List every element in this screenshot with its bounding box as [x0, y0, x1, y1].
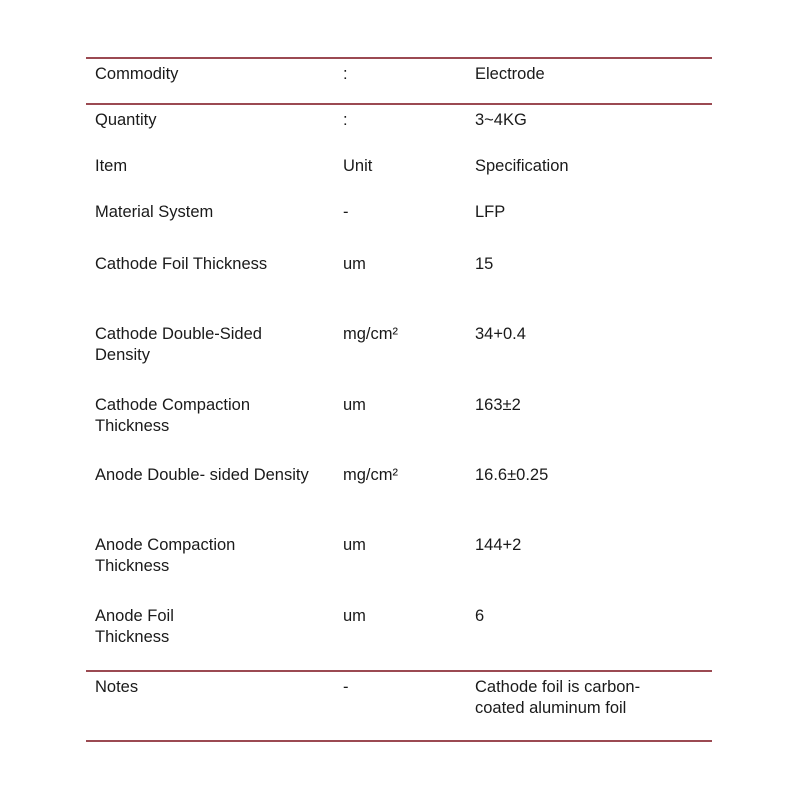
notes-rule [86, 670, 712, 672]
header-rule [86, 103, 712, 105]
row-spec: 163±2 [475, 396, 521, 414]
commodity-value: Electrode [475, 65, 545, 83]
column-header-unit: Unit [343, 157, 373, 175]
row-item: Cathode Foil Thickness [95, 255, 268, 273]
row-item: Anode Foil [95, 607, 174, 625]
quantity-label: Quantity [95, 111, 157, 129]
row-spec: LFP [475, 203, 506, 221]
row-unit: um [343, 607, 366, 625]
row-item: Anode Compaction [95, 536, 236, 554]
row-item: Cathode Compaction [95, 396, 251, 414]
row-unit: mg/cm² [343, 325, 398, 343]
commodity-separator: : [343, 65, 348, 83]
row-item-line2: Thickness [95, 557, 170, 575]
notes-text-line2: coated aluminum foil [475, 699, 627, 717]
row-unit: - [343, 203, 349, 221]
row-unit: mg/cm² [343, 466, 398, 484]
notes-label: Notes [95, 678, 139, 696]
row-item: Material System [95, 203, 214, 221]
row-unit: um [343, 396, 366, 414]
row-unit: um [343, 255, 366, 273]
row-spec: 16.6±0.25 [475, 466, 549, 484]
row-spec: 144+2 [475, 536, 522, 554]
column-header-spec: Specification [475, 157, 569, 175]
row-item-line2: Thickness [95, 628, 170, 646]
row-spec: 15 [475, 255, 494, 273]
top-rule [86, 57, 712, 59]
commodity-label: Commodity [95, 65, 179, 83]
row-item-line2: Density [95, 346, 151, 364]
quantity-separator: : [343, 111, 348, 129]
quantity-value: 3~4KG [475, 111, 527, 129]
row-spec: 6 [475, 607, 485, 625]
row-item-line2: Thickness [95, 417, 170, 435]
row-spec: 34+0.4 [475, 325, 526, 343]
notes-unit: - [343, 678, 349, 696]
notes-text: Cathode foil is carbon- [475, 678, 641, 696]
bottom-rule [86, 740, 712, 742]
row-item: Cathode Double-Sided [95, 325, 262, 343]
row-unit: um [343, 536, 366, 554]
column-header-item: Item [95, 157, 128, 175]
row-item: Anode Double- sided Density [95, 466, 309, 484]
